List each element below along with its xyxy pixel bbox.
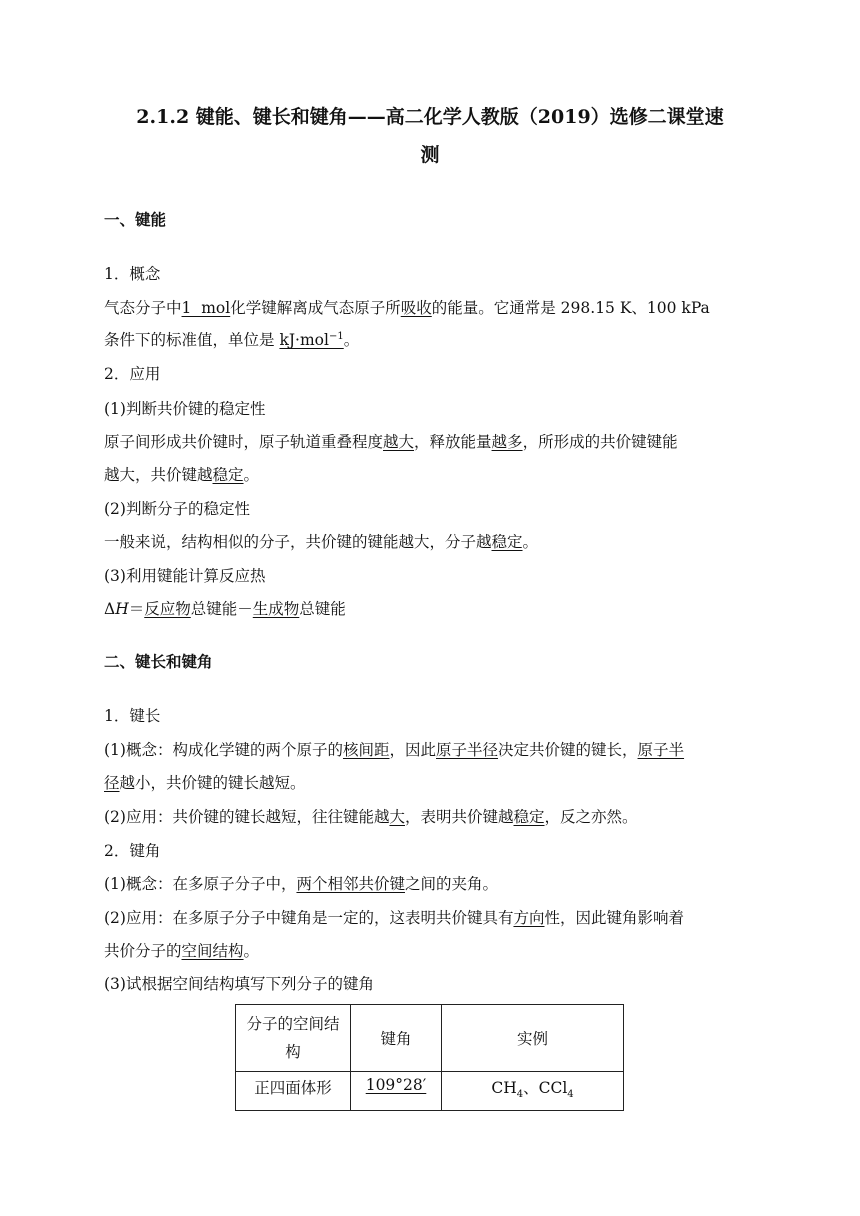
- paragraph-line: 原子间形成共价键时，原子轨道重叠程度越大，释放能量越多，所形成的共价键键能: [104, 433, 678, 451]
- bond-angle-label: 2．键角: [104, 842, 161, 860]
- answer-blank: 1 mol: [181, 299, 231, 317]
- subsection-bond-stability: (1)判断共价键的稳定性: [104, 400, 266, 418]
- answer-blank: 109°28′: [365, 1076, 427, 1094]
- paragraph-line: (2)应用：在多原子分子中键角是一定的，这表明共价键具有方向性，因此键角影响着: [104, 909, 684, 927]
- table-row: [236, 1072, 624, 1111]
- answer-blank: 反应物: [144, 600, 191, 618]
- paragraph-line: 越大，共价键越稳定。: [104, 466, 260, 484]
- application-label: 2．应用: [104, 365, 161, 383]
- answer-blank: 越大: [383, 433, 415, 451]
- cell-angle: [351, 1072, 442, 1111]
- definition-line-2: 条件下的标准值，单位是 kJ·mol$^{-1}$。: [104, 330, 360, 349]
- header-cell-structure: 分子的空间结 构: [236, 1005, 351, 1072]
- section-heading-bond-length-angle: 二、键长和键角: [104, 652, 213, 671]
- paragraph-line: 径越小，共价键的键长越短。: [104, 774, 306, 792]
- section-heading-bond-energy: 一、键能: [104, 210, 167, 229]
- answer-blank: 两个相邻共价键: [296, 875, 405, 893]
- answer-blank: 空间结构: [181, 942, 244, 960]
- paragraph-line: 一般来说，结构相似的分子，共价键的键能越大，分子越稳定。: [104, 533, 539, 551]
- table-header-row: [236, 1005, 624, 1072]
- document-title: [100, 98, 760, 174]
- answer-blank: 吸收: [400, 299, 432, 317]
- concept-label: 1．概念: [104, 265, 161, 283]
- cell-example: $CH_4$、CCl$_4$: [442, 1072, 624, 1111]
- answer-blank: 原子半径: [436, 741, 499, 759]
- title-line-2: 测: [420, 144, 440, 166]
- answer-blank: 方向: [513, 909, 545, 927]
- paragraph-line: (2)应用：共价键的键长越短，往往键能越大，表明共价键越稳定，反之亦然。: [104, 808, 638, 826]
- cell-structure: 正四面体形: [236, 1072, 351, 1111]
- answer-blank: 原子半: [637, 741, 685, 759]
- answer-blank: 生成物: [252, 600, 300, 618]
- answer-blank: 稳定: [513, 808, 545, 826]
- table-instruction: (3)试根据空间结构填写下列分子的键角: [104, 975, 374, 993]
- header-cell-example: 实例: [442, 1005, 624, 1072]
- answer-blank: 径: [104, 774, 120, 792]
- bond-angle-table: [235, 1004, 624, 1111]
- definition-line-1: 气态分子中1 mol化学键解离成气态原子所吸收的能量。它通常是 298.15 K、100 kPa: [104, 299, 710, 317]
- answer-blank: 稳定: [212, 466, 244, 484]
- title-line-1: 2.1.2 键能、键长和键角——高二化学人教版（2019）选修二课堂速: [136, 106, 724, 128]
- formula-line: ΔH＝反应物总键能－生成物总键能: [104, 600, 346, 618]
- answer-blank: 大: [389, 808, 405, 826]
- subsection-molecule-stability: (2)判断分子的稳定性: [104, 500, 250, 518]
- bond-length-label: 1．键长: [104, 707, 161, 725]
- paragraph-line: 共价分子的空间结构。: [104, 942, 260, 960]
- paragraph-line: (1)概念：构成化学键的两个原子的核间距，因此原子半径决定共价键的键长，原子半: [104, 741, 685, 759]
- subsection-reaction-heat: (3)利用键能计算反应热: [104, 567, 266, 585]
- header-cell-angle: 键角: [351, 1005, 442, 1072]
- answer-blank: 越多: [491, 433, 523, 451]
- answer-blank: 核间距: [342, 741, 390, 759]
- answer-blank: 稳定: [491, 533, 523, 551]
- paragraph-line: (1)概念：在多原子分子中，两个相邻共价键之间的夹角。: [104, 875, 498, 893]
- answer-blank: kJ·mol$^{-1}$: [279, 330, 344, 349]
